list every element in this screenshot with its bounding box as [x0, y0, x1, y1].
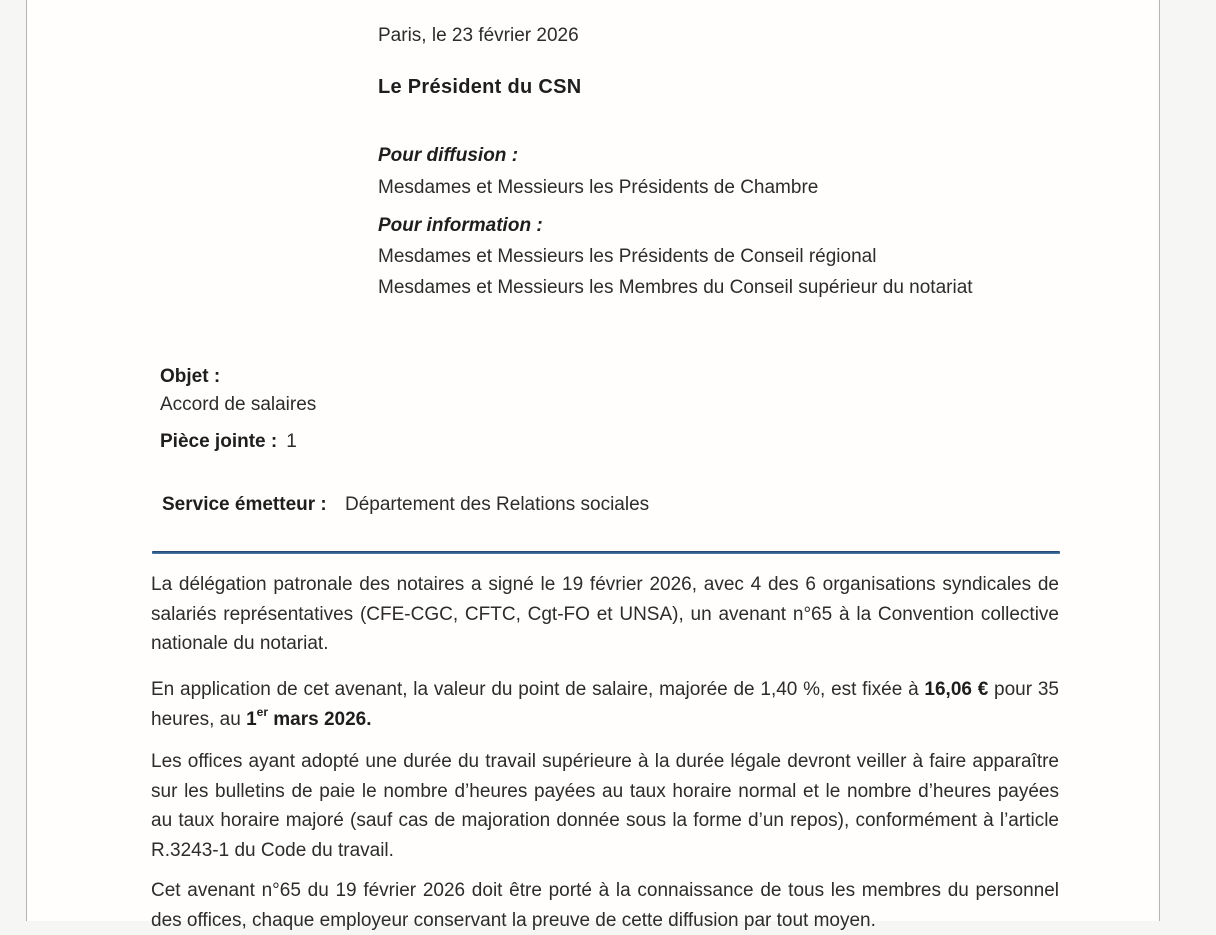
- letter-page: [26, 0, 1160, 931]
- sender-title: Le Président du CSN: [378, 76, 582, 98]
- piece-jointe-label: Pièce jointe :: [160, 431, 278, 452]
- p2-amount: 16,06 €: [924, 679, 989, 700]
- diffusion-label: Pour diffusion :: [378, 145, 519, 166]
- service-emetteur-value: Département des Relations sociales: [345, 494, 650, 515]
- p2-lead: En application de cet avenant, la valeur du point de salaire, majorée de 1,40 %, est fixée à: [151, 679, 925, 700]
- diffusion-recipient: Mesdames et Messieurs les Présidents de Chambre: [378, 177, 819, 198]
- service-emetteur-label: Service émetteur :: [162, 494, 327, 515]
- body-paragraph-3: Les offices ayant adopté une durée du travail supérieure à la durée légale devront veiller à faire apparaître sur les bulletins de paie le nombre d’heures payées au taux horaire normal et le nombre d’heures payées au taux horaire majoré (sauf cas de majoration donnée sous la forme d’un repos), conformément à l’article R.3243-1 du Code du travail.: [151, 751, 1059, 861]
- objet-value: Accord de salaires: [160, 394, 317, 415]
- p2-date-ordinal: er: [256, 705, 268, 720]
- piece-jointe-value: 1: [286, 431, 297, 452]
- information-label: Pour information :: [378, 215, 543, 236]
- p2-date-rest: mars 2026.: [268, 708, 372, 730]
- information-recipient-2: Mesdames et Messieurs les Membres du Conseil supérieur du notariat: [378, 277, 973, 298]
- p2-middle: pour 35 heures, au: [151, 679, 1059, 730]
- body-paragraph-4: Cet avenant n°65 du 19 février 2026 doit être porté à la connaissance de tous les membres du personnel des offices, chaque employeur conservant la preuve de cette diffusion par tout moyen.: [151, 880, 1059, 931]
- piece-jointe-row: [160, 431, 297, 453]
- date-line: Paris, le 23 février 2026: [378, 25, 579, 46]
- body-paragraph-1: La délégation patronale des notaires a signé le 19 février 2026, avec 4 des 6 organisations syndicales de salariés représentatives (CFE-CGC, CFTC, Cgt-FO et UNSA), un avenant n°65 à la Convention collective nationale du notariat.: [151, 574, 1059, 654]
- body-paragraph-2: [151, 675, 1059, 734]
- header-separator-rule: [152, 551, 1060, 554]
- objet-label: Objet :: [160, 366, 221, 387]
- information-recipient-1: Mesdames et Messieurs les Présidents de Conseil régional: [378, 246, 877, 267]
- p2-date-day: 1: [246, 708, 257, 730]
